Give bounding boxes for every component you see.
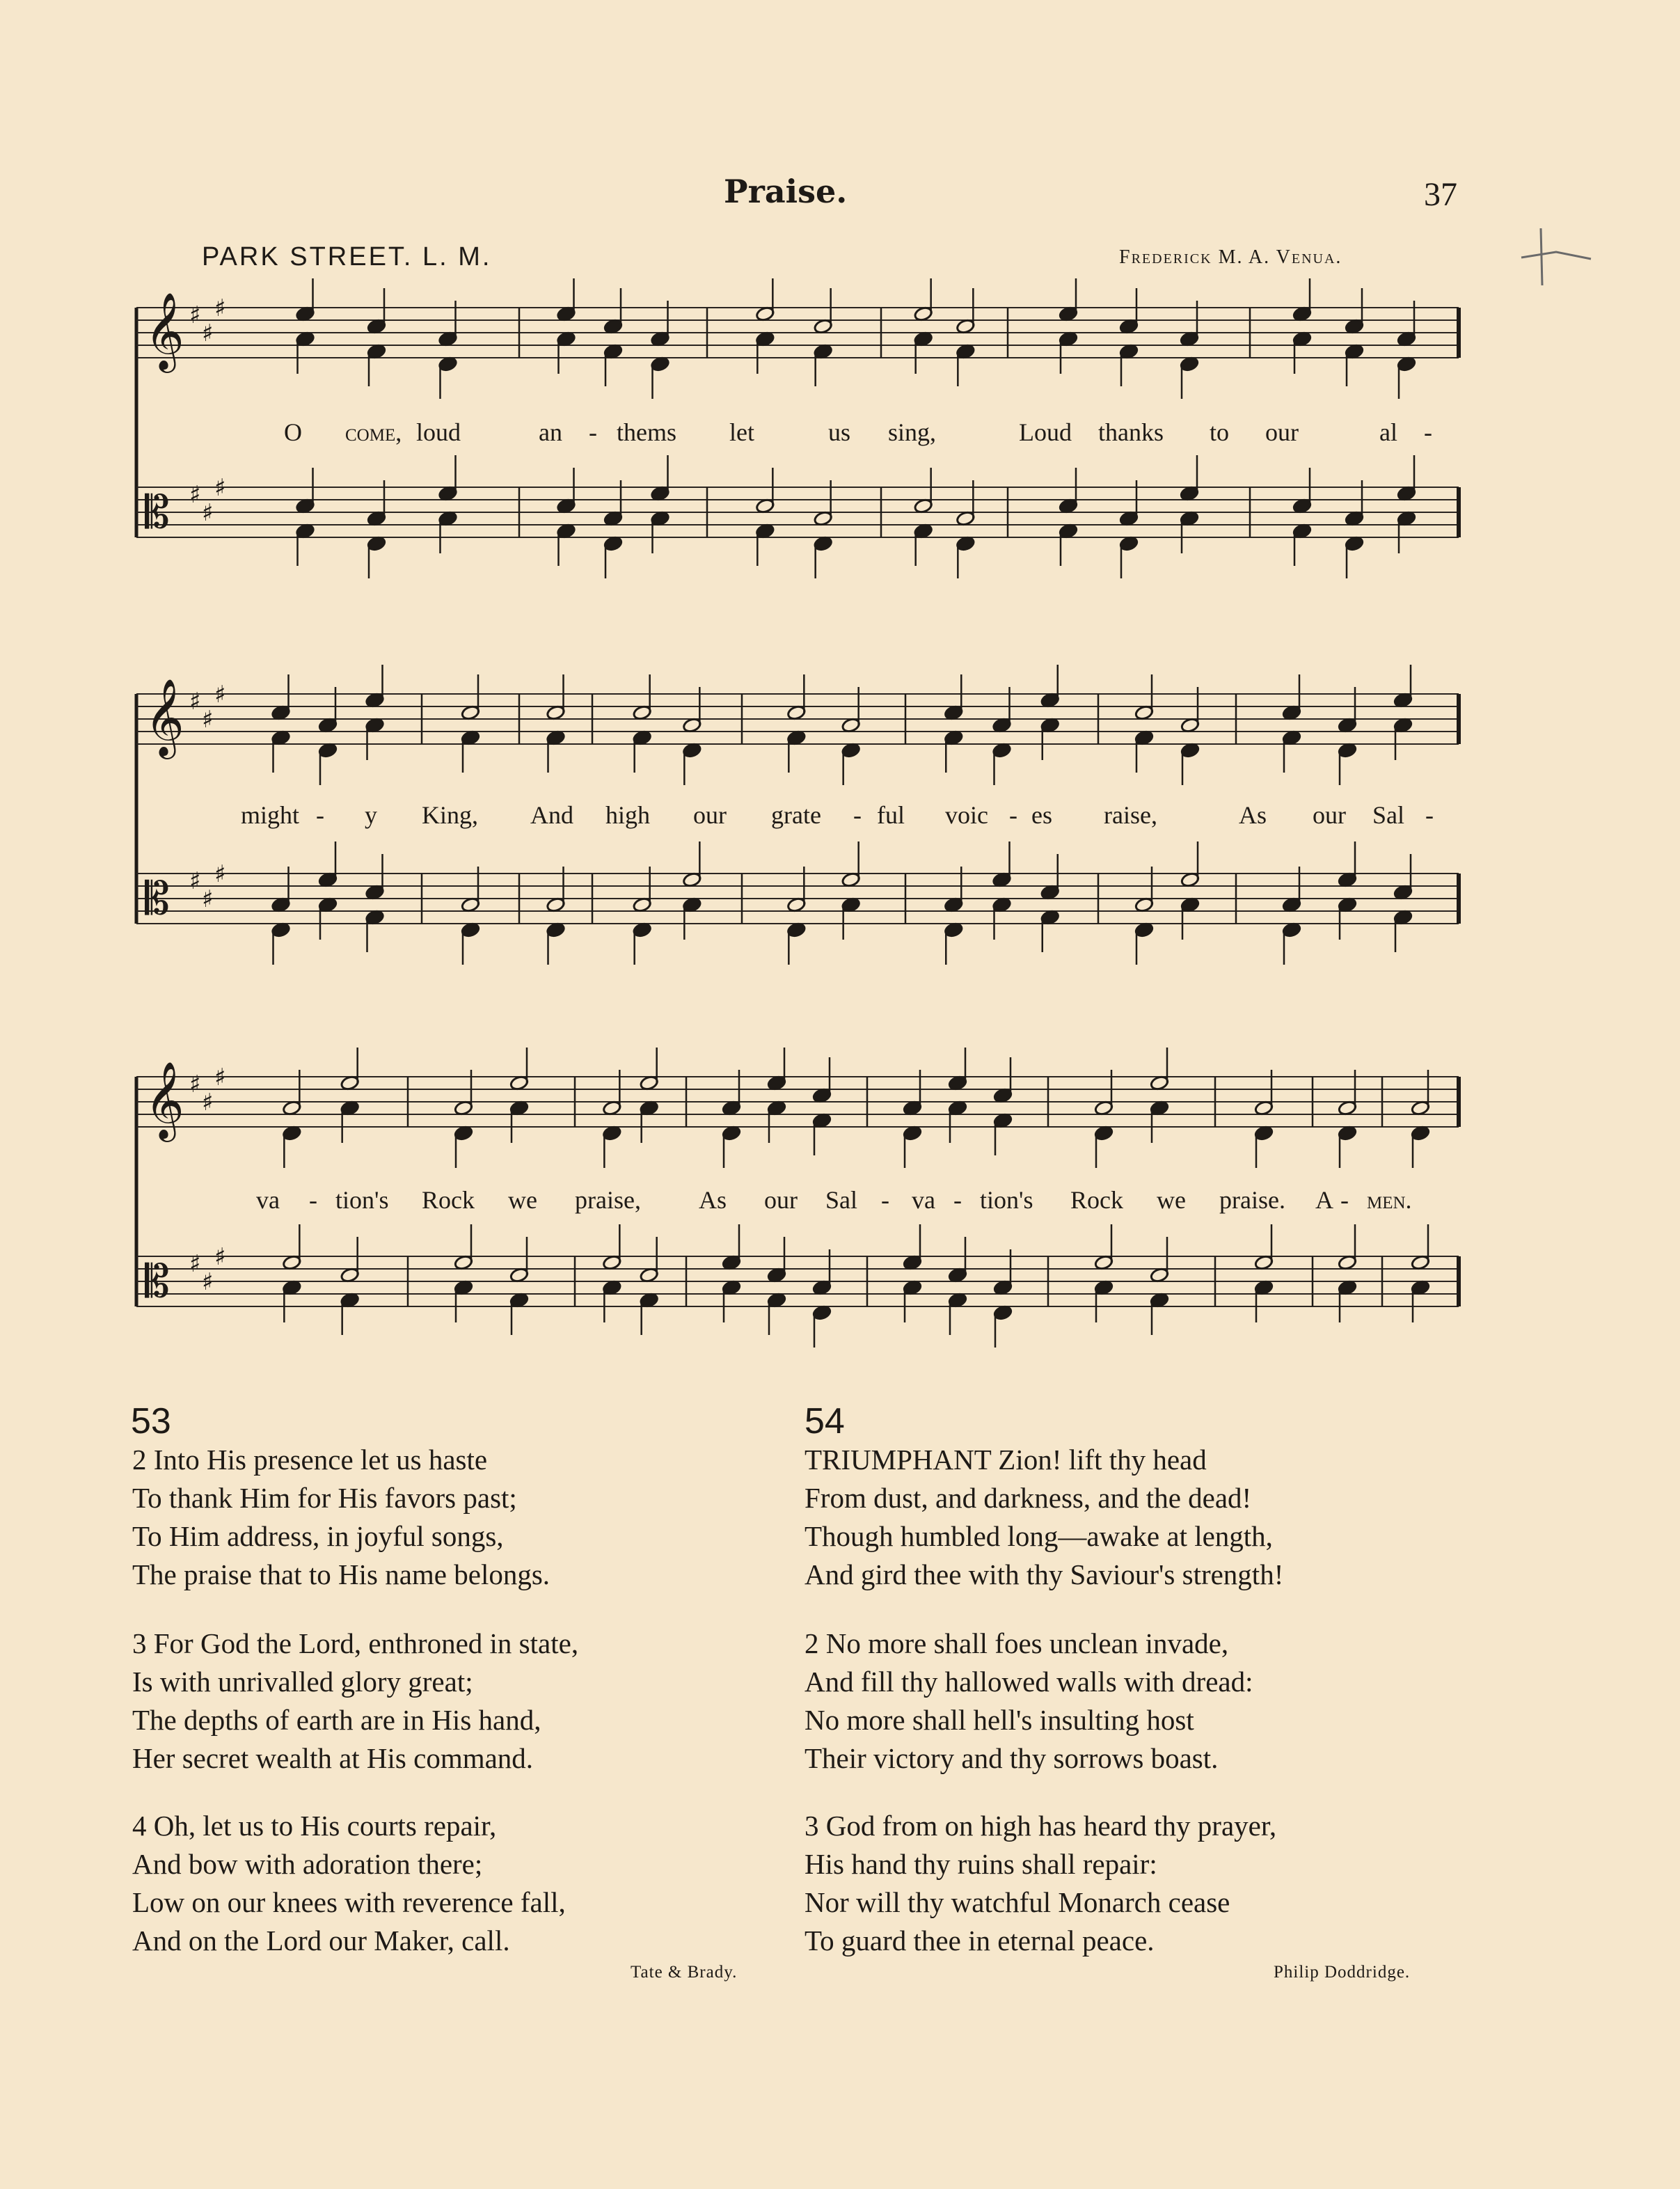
lyric-syllable: sing, xyxy=(888,418,937,446)
lyric-syllable: come, xyxy=(345,418,402,446)
lyric-syllable: we xyxy=(1157,1186,1186,1214)
score-staves-3 xyxy=(129,1048,1466,1382)
hymn-53-stanza-3 xyxy=(132,1625,578,1778)
sharp-icon: ♯ xyxy=(202,706,214,734)
hymn-54-attribution: Philip Doddridge. xyxy=(1274,1963,1411,1982)
lyric-syllable: Rock xyxy=(1070,1186,1123,1214)
lyric-syllable: - xyxy=(1424,418,1432,446)
lyric-syllable: to xyxy=(1210,418,1230,446)
hymn-53-attribution: Tate & Brady. xyxy=(631,1963,738,1982)
music-system-1 xyxy=(129,278,1466,613)
treble-clef-icon: 𝄞 xyxy=(145,292,184,370)
hymn-number-54: 54 xyxy=(805,1401,845,1441)
verse-line: Their victory and thy sorrows boast. xyxy=(805,1742,1219,1774)
sharp-icon: ♯ xyxy=(202,885,214,913)
lyric-syllable: us xyxy=(828,418,851,446)
verse-line: TRIUMPHANT Zion! lift thy head xyxy=(805,1444,1207,1476)
lyric-syllable: va xyxy=(256,1186,280,1214)
lyric-syllable: tion's xyxy=(335,1186,389,1214)
verse-line: Her secret wealth at His command. xyxy=(132,1742,534,1774)
verse-line: To Him address, in joyful songs, xyxy=(132,1520,504,1552)
hymn-54-stanza-3 xyxy=(805,1807,1276,1960)
verse-line: And on the Lord our Maker, call. xyxy=(132,1925,510,1957)
verse-line: Low on our knees with reverence fall, xyxy=(132,1886,566,1918)
lyric-syllable: y xyxy=(365,801,377,829)
verse-line: 3 God from on high has heard thy prayer, xyxy=(805,1810,1277,1842)
lyric-syllable: - xyxy=(1340,1186,1349,1214)
verse-line: 3 For God the Lord, enthroned in state, xyxy=(132,1627,579,1659)
verse-line: The depths of earth are in His hand, xyxy=(132,1704,541,1736)
pencil-mark-icon xyxy=(1514,223,1598,292)
page-number: 37 xyxy=(1424,176,1457,213)
lyric-syllable: voic xyxy=(945,801,988,829)
sharp-icon: ♯ xyxy=(202,1268,214,1296)
tenor-clef-icon: 𝄡 xyxy=(145,874,170,925)
verse-line: 2 Into His presence let us haste xyxy=(132,1444,488,1476)
lyric-syllable: Rock xyxy=(422,1186,475,1214)
hymn-54-stanza-2 xyxy=(805,1625,1253,1778)
lyric-syllable: King, xyxy=(422,801,478,829)
lyric-syllable: - xyxy=(1009,801,1017,829)
verse-line: And fill thy hallowed walls with dread: xyxy=(805,1666,1253,1698)
sharp-icon: ♯ xyxy=(202,1089,214,1116)
sharp-icon: ♯ xyxy=(189,1250,201,1278)
lyric-syllable: - xyxy=(589,418,597,446)
verse-line: 4 Oh, let us to His courts repair, xyxy=(132,1810,497,1842)
lyric-syllable: - xyxy=(1425,801,1434,829)
verse-line: To thank Him for His favors past; xyxy=(132,1482,517,1514)
music-system-3 xyxy=(129,1048,1466,1382)
verse-line: And gird thee with thy Saviour's strength! xyxy=(805,1558,1284,1590)
lyric-syllable: O xyxy=(284,418,302,446)
lyric-syllable: A xyxy=(1315,1186,1333,1214)
sharp-icon: ♯ xyxy=(214,681,226,709)
sharp-icon: ♯ xyxy=(202,499,214,527)
lyric-syllable: our xyxy=(764,1186,798,1214)
sharp-icon: ♯ xyxy=(202,319,214,347)
lyric-syllable: our xyxy=(1265,418,1299,446)
lyric-syllable: praise. xyxy=(1219,1186,1285,1214)
lyric-syllable: Sal xyxy=(825,1186,858,1214)
lyric-syllable: es xyxy=(1031,801,1052,829)
lyric-syllable: grate xyxy=(771,801,821,829)
verse-line: Nor will thy watchful Monarch cease xyxy=(805,1886,1230,1918)
lyric-syllable: - xyxy=(881,1186,889,1214)
lyric-syllable: our xyxy=(1313,801,1346,829)
composer-credit: Frederick M. A. Venua. xyxy=(1119,246,1342,268)
verse-line: Though humbled long—awake at length, xyxy=(805,1520,1273,1552)
sharp-icon: ♯ xyxy=(189,481,201,509)
hymn-53-stanza-2 xyxy=(132,1441,550,1594)
lyric-syllable: ful xyxy=(877,801,905,829)
verse-line: And bow with adoration there; xyxy=(132,1848,483,1880)
tenor-clef-icon: 𝄡 xyxy=(145,1256,170,1308)
lyric-syllable: Loud xyxy=(1019,418,1072,446)
treble-clef-icon: 𝄞 xyxy=(145,1061,184,1139)
lyric-syllable: - xyxy=(853,801,862,829)
verse-line: From dust, and darkness, and the dead! xyxy=(805,1482,1252,1514)
verse-line: No more shall hell's insulting host xyxy=(805,1704,1194,1736)
lyric-syllable: raise, xyxy=(1104,801,1157,829)
sharp-icon: ♯ xyxy=(214,1243,226,1271)
sharp-icon: ♯ xyxy=(214,860,226,888)
score-staves-2 xyxy=(129,665,1466,999)
sharp-icon: ♯ xyxy=(214,474,226,502)
lyric-syllable: As xyxy=(699,1186,727,1214)
verse-line: To guard thee in eternal peace. xyxy=(805,1925,1155,1957)
lyric-syllable: As xyxy=(1239,801,1267,829)
sharp-icon: ♯ xyxy=(189,688,201,716)
sharp-icon: ♯ xyxy=(189,301,201,329)
lyric-syllable: - xyxy=(953,1186,962,1214)
verse-line: The praise that to His name belongs. xyxy=(132,1558,550,1590)
sharp-icon: ♯ xyxy=(189,1070,201,1098)
treble-clef-icon: 𝄞 xyxy=(145,678,184,756)
lyric-syllable: an xyxy=(539,418,562,446)
lyric-syllable: thems xyxy=(617,418,676,446)
lyric-syllable: high xyxy=(605,801,651,829)
hymn-53-stanza-4 xyxy=(132,1807,566,1960)
verse-line: His hand thy ruins shall repair: xyxy=(805,1848,1157,1880)
verse-line: Is with unrivalled glory great; xyxy=(132,1666,473,1698)
section-heading: Praise. xyxy=(724,173,848,210)
music-system-2 xyxy=(129,665,1466,999)
lyric-syllable: praise, xyxy=(575,1186,641,1214)
hymn-54-stanza-1 xyxy=(805,1441,1283,1594)
lyric-syllable: - xyxy=(309,1186,317,1214)
lyric-syllable: our xyxy=(693,801,727,829)
lyric-syllable: might xyxy=(241,801,300,829)
sharp-icon: ♯ xyxy=(189,867,201,895)
tune-title: PARK STREET. L. M. xyxy=(202,242,492,271)
lyric-syllable: let xyxy=(729,418,754,446)
lyric-syllable: men. xyxy=(1367,1186,1412,1214)
sharp-icon: ♯ xyxy=(214,1064,226,1091)
verse-line: 2 No more shall foes unclean invade, xyxy=(805,1627,1229,1659)
hymn-number-53: 53 xyxy=(131,1401,171,1441)
lyric-syllable: tion's xyxy=(980,1186,1033,1214)
lyric-syllable: - xyxy=(316,801,324,829)
lyric-syllable: al xyxy=(1379,418,1397,446)
lyric-syllable: loud xyxy=(416,418,461,446)
sharp-icon: ♯ xyxy=(214,294,226,322)
lyric-syllable: thanks xyxy=(1098,418,1164,446)
lyric-syllable: And xyxy=(530,801,573,829)
tenor-clef-icon: 𝄡 xyxy=(145,487,170,539)
lyric-syllable: Sal xyxy=(1372,801,1405,829)
lyric-syllable: va xyxy=(912,1186,935,1214)
lyric-syllable: we xyxy=(508,1186,537,1214)
